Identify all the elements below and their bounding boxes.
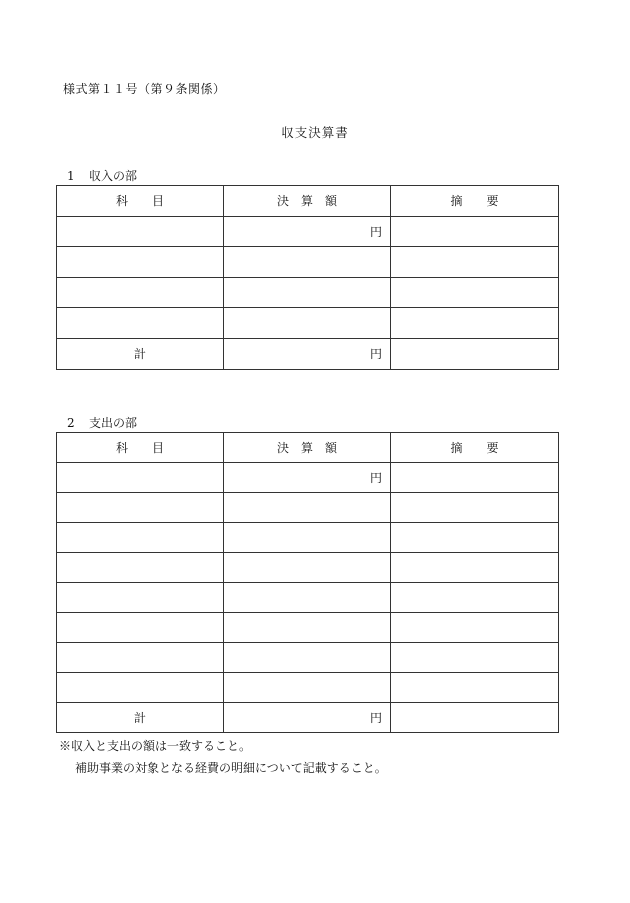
total-row	[57, 338, 559, 369]
amount-cell[interactable]	[224, 583, 391, 613]
header-item: 科 目	[57, 186, 224, 217]
remarks-cell[interactable]	[391, 553, 559, 583]
amount-cell[interactable]	[224, 643, 391, 673]
expense-table	[56, 432, 559, 733]
remarks-cell[interactable]	[391, 493, 559, 523]
remarks-cell[interactable]	[391, 673, 559, 703]
remarks-cell[interactable]	[391, 338, 559, 369]
table-row	[57, 493, 559, 523]
remarks-cell[interactable]	[391, 523, 559, 553]
total-label: 計	[57, 703, 224, 733]
amount-cell[interactable]	[224, 493, 391, 523]
item-cell[interactable]	[57, 583, 224, 613]
expense-section-number: 2	[67, 416, 75, 430]
item-cell[interactable]	[57, 277, 224, 308]
table-row	[57, 247, 559, 278]
remarks-cell[interactable]	[391, 613, 559, 643]
header-amount: 決 算 額	[224, 186, 391, 217]
amount-cell[interactable]	[224, 247, 391, 278]
amount-cell[interactable]	[224, 553, 391, 583]
item-cell[interactable]	[57, 463, 224, 493]
total-row	[57, 703, 559, 733]
income-section-number: 1	[67, 169, 75, 183]
table-header-row	[57, 433, 559, 463]
table-row	[57, 643, 559, 673]
item-cell[interactable]	[57, 247, 224, 278]
table-header-row	[57, 186, 559, 217]
amount-cell[interactable]	[224, 673, 391, 703]
table-row	[57, 308, 559, 339]
total-amount-cell[interactable]: 円	[224, 703, 391, 733]
income-section-heading	[67, 167, 137, 184]
item-cell[interactable]	[57, 643, 224, 673]
header-amount: 決 算 額	[224, 433, 391, 463]
item-cell[interactable]	[57, 523, 224, 553]
total-label: 計	[57, 338, 224, 369]
expense-section-label: 支出の部	[89, 416, 138, 430]
note-details: 補助事業の対象となる経費の明細について記載すること。	[75, 761, 387, 775]
item-cell[interactable]	[57, 613, 224, 643]
remarks-cell[interactable]	[391, 247, 559, 278]
remarks-cell[interactable]	[391, 277, 559, 308]
document-title: 収支決算書	[281, 125, 349, 140]
remarks-cell[interactable]	[391, 216, 559, 247]
form-number: 様式第１１号（第９条関係）	[63, 82, 226, 96]
amount-cell[interactable]: 円	[224, 216, 391, 247]
item-cell[interactable]	[57, 553, 224, 583]
table-row	[57, 463, 559, 493]
table-row	[57, 613, 559, 643]
header-item: 科 目	[57, 433, 224, 463]
table-row	[57, 583, 559, 613]
remarks-cell[interactable]	[391, 703, 559, 733]
header-remarks: 摘 要	[391, 186, 559, 217]
income-table	[56, 185, 559, 370]
amount-cell[interactable]	[224, 308, 391, 339]
amount-cell[interactable]	[224, 523, 391, 553]
item-cell[interactable]	[57, 493, 224, 523]
item-cell[interactable]	[57, 308, 224, 339]
table-row	[57, 523, 559, 553]
item-cell[interactable]	[57, 673, 224, 703]
table-row	[57, 673, 559, 703]
note-balance: ※収入と支出の額は一致すること。	[59, 739, 252, 753]
income-section-label: 収入の部	[89, 169, 138, 183]
amount-cell[interactable]	[224, 613, 391, 643]
amount-cell[interactable]: 円	[224, 463, 391, 493]
table-row	[57, 216, 559, 247]
expense-section-heading	[67, 414, 137, 431]
remarks-cell[interactable]	[391, 463, 559, 493]
header-remarks: 摘 要	[391, 433, 559, 463]
item-cell[interactable]	[57, 216, 224, 247]
remarks-cell[interactable]	[391, 583, 559, 613]
table-row	[57, 553, 559, 583]
total-amount-cell[interactable]: 円	[224, 338, 391, 369]
remarks-cell[interactable]	[391, 643, 559, 673]
amount-cell[interactable]	[224, 277, 391, 308]
remarks-cell[interactable]	[391, 308, 559, 339]
table-row	[57, 277, 559, 308]
